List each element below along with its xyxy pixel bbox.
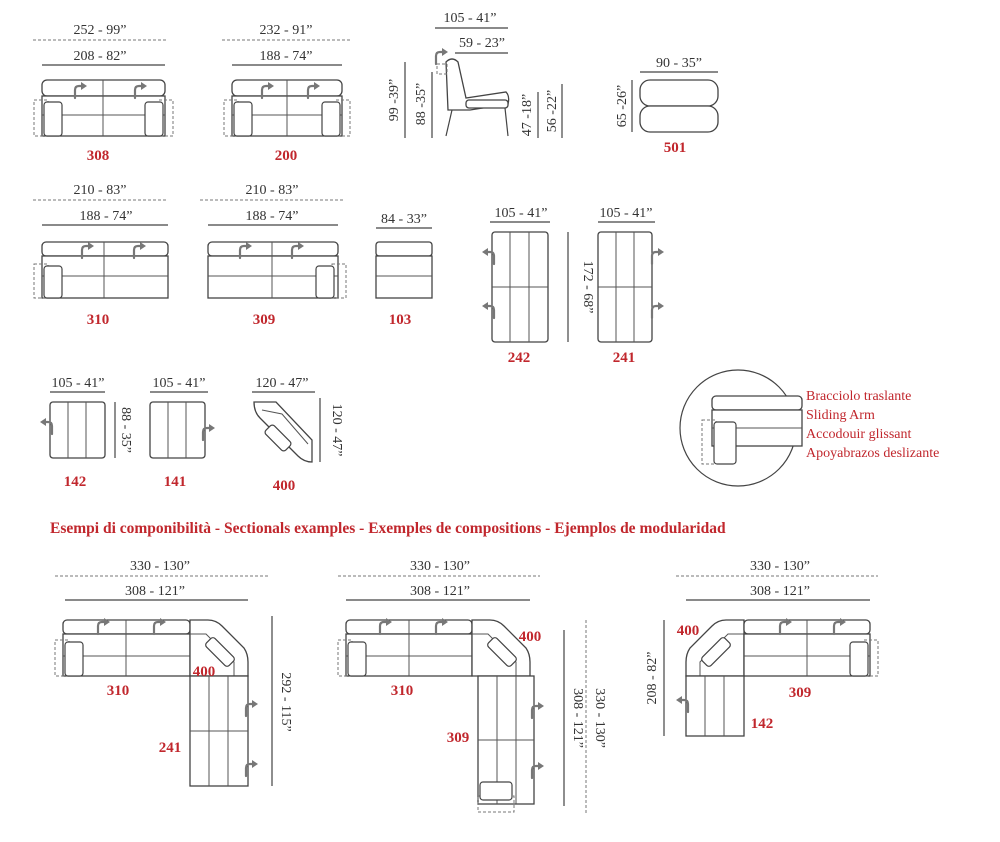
sliding-arrow-icon	[652, 248, 664, 264]
dim-side-depth: 105 - 41”	[443, 11, 497, 26]
dim-inner-310: 188 - 74”	[79, 209, 133, 224]
code-141: 141	[163, 474, 187, 490]
dim-width-501: 90 - 35”	[656, 56, 702, 71]
module-309	[200, 183, 346, 328]
legend-line-en: Sliding Arm	[806, 408, 875, 423]
code-242: 242	[507, 350, 531, 366]
dim-inner-309: 188 - 74”	[245, 209, 299, 224]
dim-height-back: 88 -35”	[414, 82, 429, 126]
code-501: 501	[663, 140, 687, 156]
module-241	[568, 206, 664, 366]
ex3-label-142: 142	[750, 716, 774, 732]
code-309: 309	[252, 312, 276, 328]
dim-inner-308: 208 - 82”	[73, 49, 127, 64]
ex1-inner: 308 - 121”	[125, 584, 185, 599]
ex3-inner: 308 - 121”	[750, 584, 810, 599]
dim-depth-241: 172 - 68”	[580, 260, 595, 314]
example-3	[645, 559, 878, 736]
module-310	[33, 183, 168, 328]
module-501	[615, 56, 718, 156]
dim-depth-400: 120 - 47”	[329, 403, 344, 457]
dim-height-headrest: 99 -39”	[387, 78, 402, 122]
ex1-overall: 330 - 130”	[130, 559, 190, 574]
dim-width-141: 105 - 41”	[152, 376, 206, 391]
dim-width-241: 105 - 41”	[599, 206, 653, 221]
dim-overall-308: 252 - 99”	[73, 23, 127, 38]
module-103	[376, 212, 432, 328]
ex1-label-400: 400	[192, 664, 216, 680]
ex1-label-241: 241	[158, 740, 182, 756]
dim-width-242: 105 - 41”	[494, 206, 548, 221]
dim-seat-depth: 59 - 23”	[459, 36, 505, 51]
ex3-label-400: 400	[676, 623, 700, 639]
module-142	[40, 376, 105, 490]
legend-line-fr: Accodouir glissant	[806, 427, 912, 442]
code-200: 200	[274, 148, 298, 164]
ex3-depth: 208 - 82”	[645, 651, 660, 705]
side-view	[387, 11, 562, 138]
dim-overall-309: 210 - 83”	[245, 183, 299, 198]
dim-width-400: 120 - 47”	[255, 376, 309, 391]
code-142: 142	[63, 474, 87, 490]
sliding-arrow-icon	[652, 302, 664, 318]
ex2-label-310: 310	[390, 683, 414, 699]
ex2-depth-inner: 308 - 121”	[570, 688, 585, 748]
code-103: 103	[388, 312, 412, 328]
ex2-label-309: 309	[446, 730, 470, 746]
module-400	[252, 376, 344, 494]
dim-overall-200: 232 - 91”	[259, 23, 313, 38]
dim-inner-200: 188 - 74”	[259, 49, 313, 64]
ex1-label-310: 310	[106, 683, 130, 699]
ex3-label-309: 309	[788, 685, 812, 701]
legend-sliding-arm	[680, 370, 939, 486]
dim-seat-height: 47 -18”	[520, 93, 535, 137]
legend-line-es: Apoyabrazos deslizante	[806, 446, 940, 461]
code-308: 308	[86, 148, 110, 164]
dim-depth-141: 88 - 35”	[118, 407, 133, 453]
module-242	[482, 206, 550, 366]
ex2-overall: 330 - 130”	[410, 559, 470, 574]
module-308	[33, 23, 173, 164]
ex2-depth: 330 - 130”	[592, 688, 607, 748]
module-141	[115, 376, 215, 490]
dim-width-103: 84 - 33”	[381, 212, 427, 227]
dim-arm-height: 56 -22”	[545, 89, 560, 133]
example-1	[55, 559, 293, 786]
example-2	[338, 559, 607, 814]
ex1-depth: 292 - 115”	[278, 672, 293, 732]
code-241: 241	[612, 350, 636, 366]
dim-overall-310: 210 - 83”	[73, 183, 127, 198]
dim-depth-501: 65 -26”	[615, 84, 630, 128]
code-400: 400	[272, 478, 296, 494]
dim-width-142: 105 - 41”	[51, 376, 105, 391]
ex2-label-400: 400	[518, 629, 542, 645]
code-310: 310	[86, 312, 110, 328]
ex3-overall: 330 - 130”	[750, 559, 810, 574]
ex2-inner: 308 - 121”	[410, 584, 470, 599]
legend-line-it: Bracciolo traslante	[806, 389, 912, 404]
module-200	[222, 23, 352, 164]
examples-title: Esempi di componibilità - Sectionals examples - Exemples de compositions - Ejemplos de modularidad	[50, 520, 726, 537]
